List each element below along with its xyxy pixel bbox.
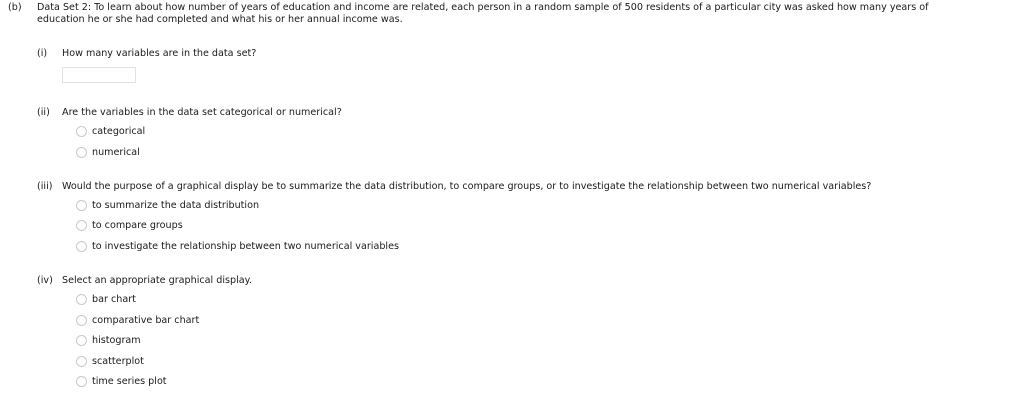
option-investigate-relationship[interactable]	[76, 239, 399, 253]
option-compare-groups[interactable]	[76, 218, 183, 232]
option-label: to compare groups	[92, 219, 183, 231]
radio-button[interactable]	[76, 200, 87, 211]
option-scatterplot[interactable]	[76, 354, 144, 368]
question-text-ii: Are the variables in the data set categorical or numerical?	[62, 107, 342, 118]
radio-button[interactable]	[76, 220, 87, 231]
option-label: scatterplot	[92, 355, 144, 367]
radio-button[interactable]	[76, 356, 87, 367]
option-label: to summarize the data distribution	[92, 199, 260, 211]
intro-line-2: education he or she had completed and what his or her annual income was.	[37, 14, 403, 25]
radio-button[interactable]	[76, 315, 87, 326]
option-histogram[interactable]	[76, 333, 141, 347]
radio-button[interactable]	[76, 376, 87, 387]
radio-button[interactable]	[76, 294, 87, 305]
question-text-iii: Would the purpose of a graphical display be to summarize the data distribution, to compare groups, or to investigate the relationship between two numerical variables?	[62, 181, 872, 192]
question-number-iii: (iii)	[37, 181, 53, 192]
option-label: bar chart	[92, 293, 136, 305]
part-label: (b)	[8, 2, 22, 13]
intro-line-1: Data Set 2: To learn about how number of years of education and income are related, each person in a random sample of 500 residents of a particular city was asked how many years of	[37, 2, 929, 13]
option-label: histogram	[92, 334, 141, 346]
question-number-ii: (ii)	[37, 107, 50, 118]
option-label: numerical	[92, 146, 140, 158]
question-text-iv: Select an appropriate graphical display.	[62, 275, 252, 286]
variables-count-input[interactable]	[62, 67, 136, 83]
radio-button[interactable]	[76, 335, 87, 346]
option-bar-chart[interactable]	[76, 292, 136, 306]
question-number-iv: (iv)	[37, 275, 53, 286]
option-label: to investigate the relationship between two numerical variables	[92, 240, 399, 252]
option-label: categorical	[92, 125, 146, 137]
radio-button[interactable]	[76, 147, 87, 158]
question-text-i: How many variables are in the data set?	[62, 48, 257, 59]
option-comparative-bar-chart[interactable]	[76, 313, 199, 327]
option-label: comparative bar chart	[92, 314, 200, 326]
option-numerical[interactable]	[76, 145, 140, 159]
option-label: time series plot	[92, 375, 167, 387]
question-number-i: (i)	[37, 48, 48, 59]
radio-button[interactable]	[76, 126, 87, 137]
radio-button[interactable]	[76, 241, 87, 252]
option-summarize-distribution[interactable]	[76, 198, 259, 212]
option-categorical[interactable]	[76, 124, 145, 138]
option-time-series-plot[interactable]	[76, 374, 167, 388]
